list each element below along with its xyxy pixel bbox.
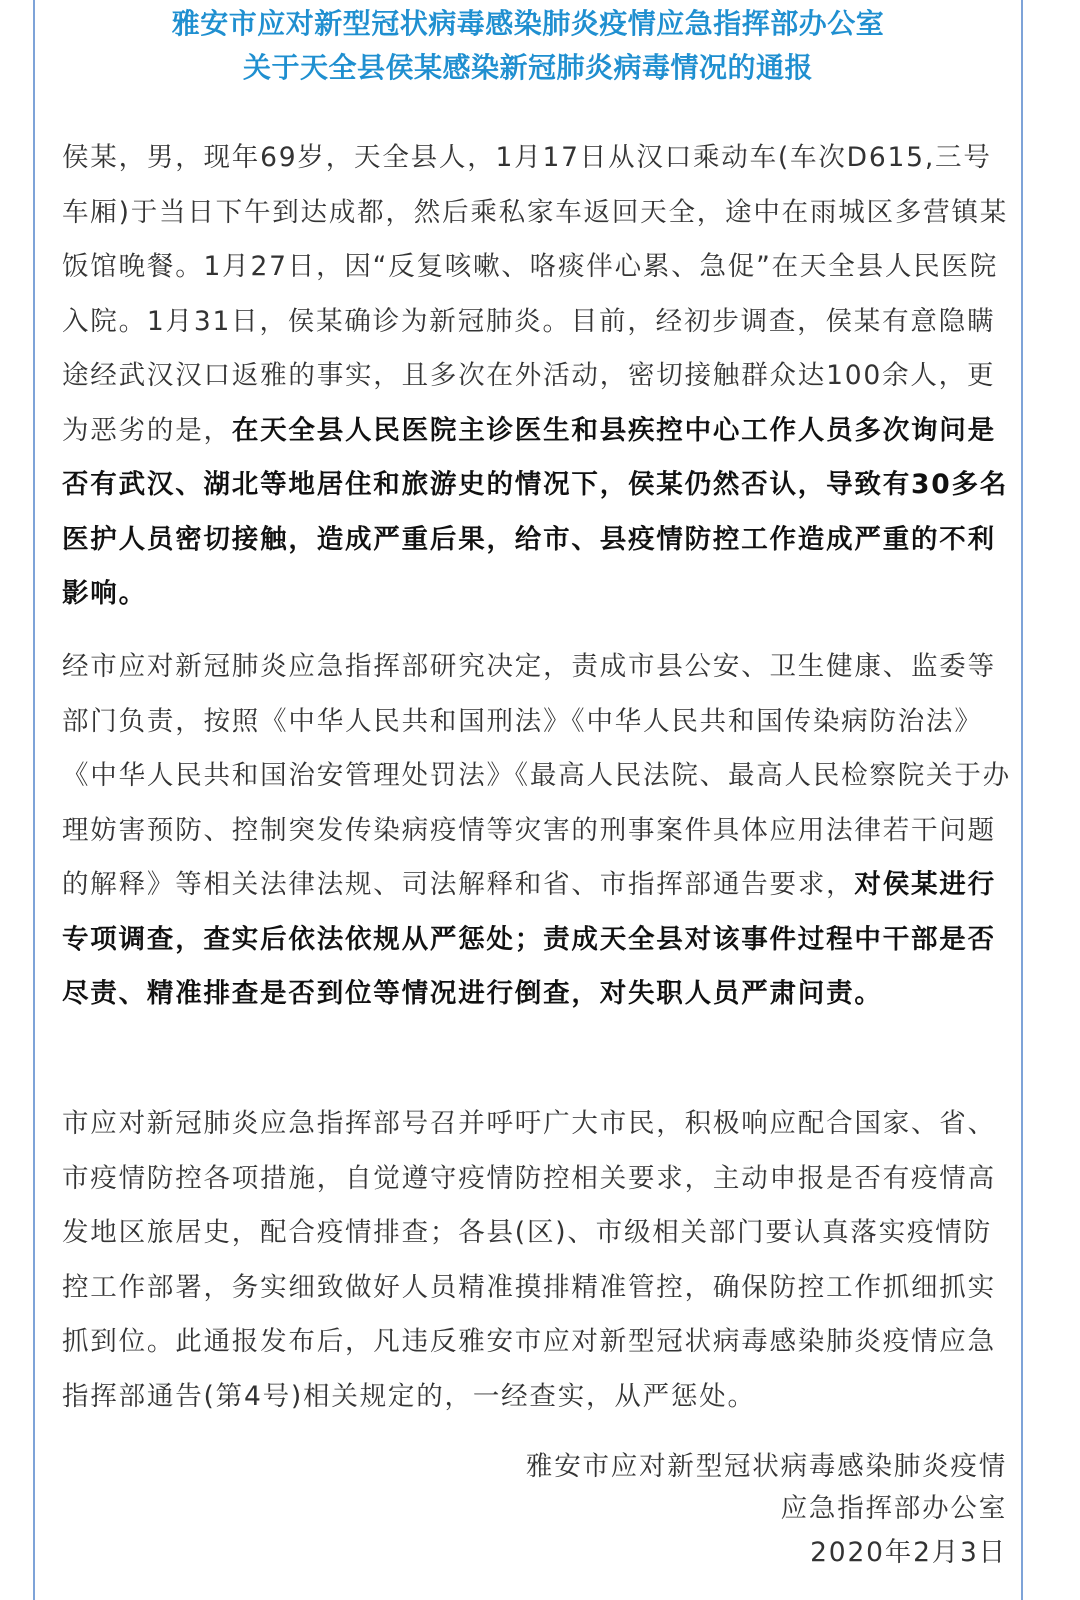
paragraph-appeal: [62, 1097, 1017, 1424]
notice-title-line2: 关于天全县侯某感染新冠肺炎病毒情况的通报: [242, 51, 813, 84]
paragraph-decision-bold: 对侯某进行专项调查，查实后依法依规从严惩处；责成天全县对该事件过程中干部是否尽责、精准排查是否到位等情况进行倒查，对失职人员严肃问责。: [62, 869, 996, 1009]
paragraph-case-details-bold: 在天全县人民医院主诊医生和县疾控中心工作人员多次询问是否有武汉、湖北等地居住和旅游史的情况下，侯某仍然否认，导致有30多名医护人员密切接触，造成严重后果，给市、县疫情防控工作造成严重的不利影响。: [62, 414, 1009, 609]
document-frame: [33, 0, 1023, 1600]
paragraph-decision: [62, 640, 1017, 1022]
signature-org-line1: 雅安市应对新型冠状病毒感染肺炎疫情: [525, 1451, 1007, 1482]
notice-title-line1: 雅安市应对新型冠状病毒感染肺炎疫情应急指挥部办公室: [171, 7, 885, 40]
signature-date: 2020年2月3日: [810, 1537, 1007, 1568]
paragraph-case-details-text: 侯某，男，现年69岁，天全县人，1月17日从汉口乘动车(车次D615,三号车厢)于当日下午到达成都，然后乘私家车返回天全，途中在雨城区多营镇某饭馆晚餐。1月27日，因“反复咳嗽、咯痰伴心累、急促”在天全县人民医院入院。1月31日，侯某确诊为新冠肺炎。目前，经初步调查，侯某有意隐瞒途经武汉汉口返雅的事实，且多次在外活动，密切接触群众达100余人，更为恶劣的是，: [62, 142, 1009, 446]
paragraph-case-details: [62, 131, 1017, 622]
signature-org-line2: 应急指挥部办公室: [780, 1493, 1007, 1524]
paragraph-decision-text: 经市应对新冠肺炎应急指挥部研究决定，责成市县公安、卫生健康、监委等部门负责，按照《中华人民共和国刑法》《中华人民共和国传染病防治法》《中华人民共和国治安管理处罚法》《最高人民法院、最高人民检察院关于办理妨害预防、控制突发传染病疫情等灾害的刑事案件具体应用法律若干问题的解释》等相关法律法规、司法解释和省、市指挥部通告要求，: [62, 651, 1011, 900]
paragraph-appeal-text: 市应对新冠肺炎应急指挥部号召并呼吁广大市民，积极响应配合国家、省、市疫情防控各项措施，自觉遵守疫情防控相关要求，主动申报是否有疫情高发地区旅居史，配合疫情排查；各县(区)、市级相关部门要认真落实疫情防控工作部署，务实细致做好人员精准摸排精准管控，确保防控工作抓细抓实抓到位。此通报发布后，凡违反雅安市应对新型冠状病毒感染肺炎疫情应急指挥部通告(第4号)相关规定的，一经查实，从严惩处。: [62, 1108, 996, 1412]
